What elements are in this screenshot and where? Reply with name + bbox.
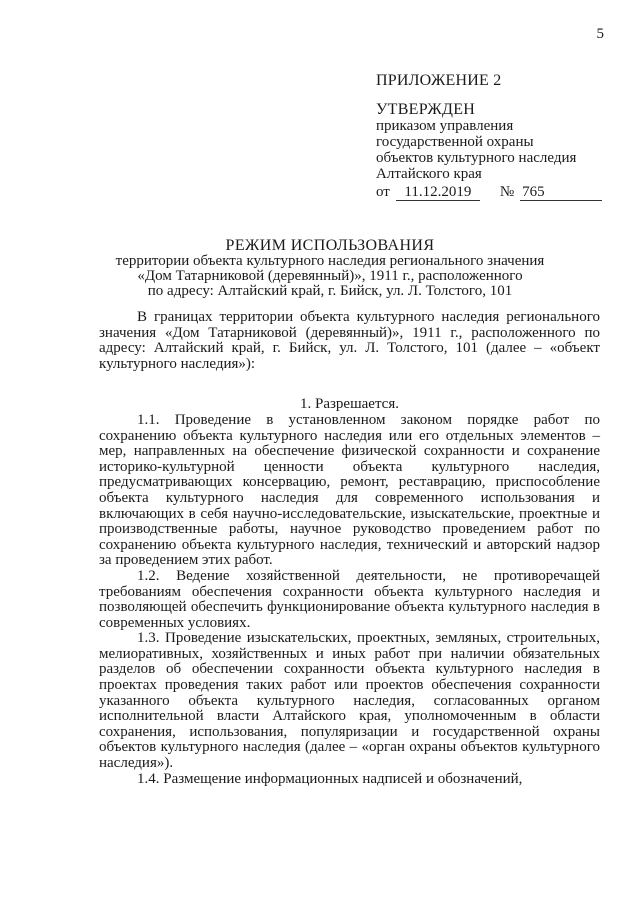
page-number: 5 (596, 26, 604, 42)
document-title-block (110, 238, 550, 299)
clause-paragraph: 1.1. Проведение в установленном законом порядке работ по сохранению объекта культурного наследия или его отдельных элементов – мер, направленных на обеспечение физической сохранности и сохранение историко-культурной ценности объекта культурного наследия, предусматривающих консервацию, ремонт, реставрацию, приспособление объекта культурного наследия для современного использования и включающих в себя научно-исследовательские, изыскательские, проектные и производственные работы, научное руководство проведением работ по сохранению объекта культурного наследия, технический и авторский надзор за проведением этих работ. (99, 411, 600, 569)
approval-line: государственной охраны (376, 134, 534, 150)
clause-paragraph: 1.3. Проведение изыскательских, проектных, земляных, строительных, мелиоративных, хозяйственных и иных работ при наличии обязательных разделов об обеспечении сохранности объекта культурного наследия в проектах проведения таких работ или проектов обеспечения сохранности указанного объекта культурного наследия, согласованных органом исполнительной власти Алтайского края, уполномоченным в области сохранения, использования, популяризации и государственной охраны объектов культурного наследия (далее – «орган охраны объектов культурного наследия»). (99, 630, 600, 772)
title-line: «Дом Татарниковой (деревянный)», 1911 г., расположенного (137, 268, 523, 284)
number-label: № (499, 184, 515, 200)
title-line: территории объекта культурного наследия регионального значения (115, 253, 545, 269)
order-number: 765 (520, 185, 602, 201)
approval-line: Алтайского края (376, 166, 482, 182)
approval-line: объектов культурного наследия (376, 150, 577, 166)
approval-line: приказом управления (376, 118, 514, 134)
clause-paragraph: 1.4. Размещение информационных надписей и обозначений, (137, 770, 523, 787)
order-date: 11.12.2019 (396, 185, 480, 201)
approval-block (376, 73, 616, 201)
document-title: РЕЖИМ ИСПОЛЬЗОВАНИЯ (225, 237, 435, 254)
section-heading: 1. Разрешается. (300, 396, 399, 413)
intro-paragraph: В границах территории объекта культурного наследия регионального значения «Дом Татарниковой (деревянный)», 1911 г., расположенного по адресу: Алтайский край, г. Бийск, ул. Л. Толстого, 101 (далее – «объект культурного наследия»): (99, 309, 600, 372)
approved-label: УТВЕРЖДЕН (376, 101, 476, 118)
appendix-label: ПРИЛОЖЕНИЕ 2 (376, 72, 502, 89)
clause-paragraph: 1.2. Ведение хозяйственной деятельности, не противоречащей требованиям обеспечения сохранности объекта культурного наследия и позволяющей обеспечить функционирование объекта культурного наследия в современных условиях. (99, 567, 600, 631)
document-body (99, 310, 600, 787)
title-line: по адресу: Алтайский край, г. Бийск, ул. Л. Толстого, 101 (147, 283, 513, 299)
date-prefix: от (376, 184, 390, 200)
order-date-line (376, 184, 616, 201)
